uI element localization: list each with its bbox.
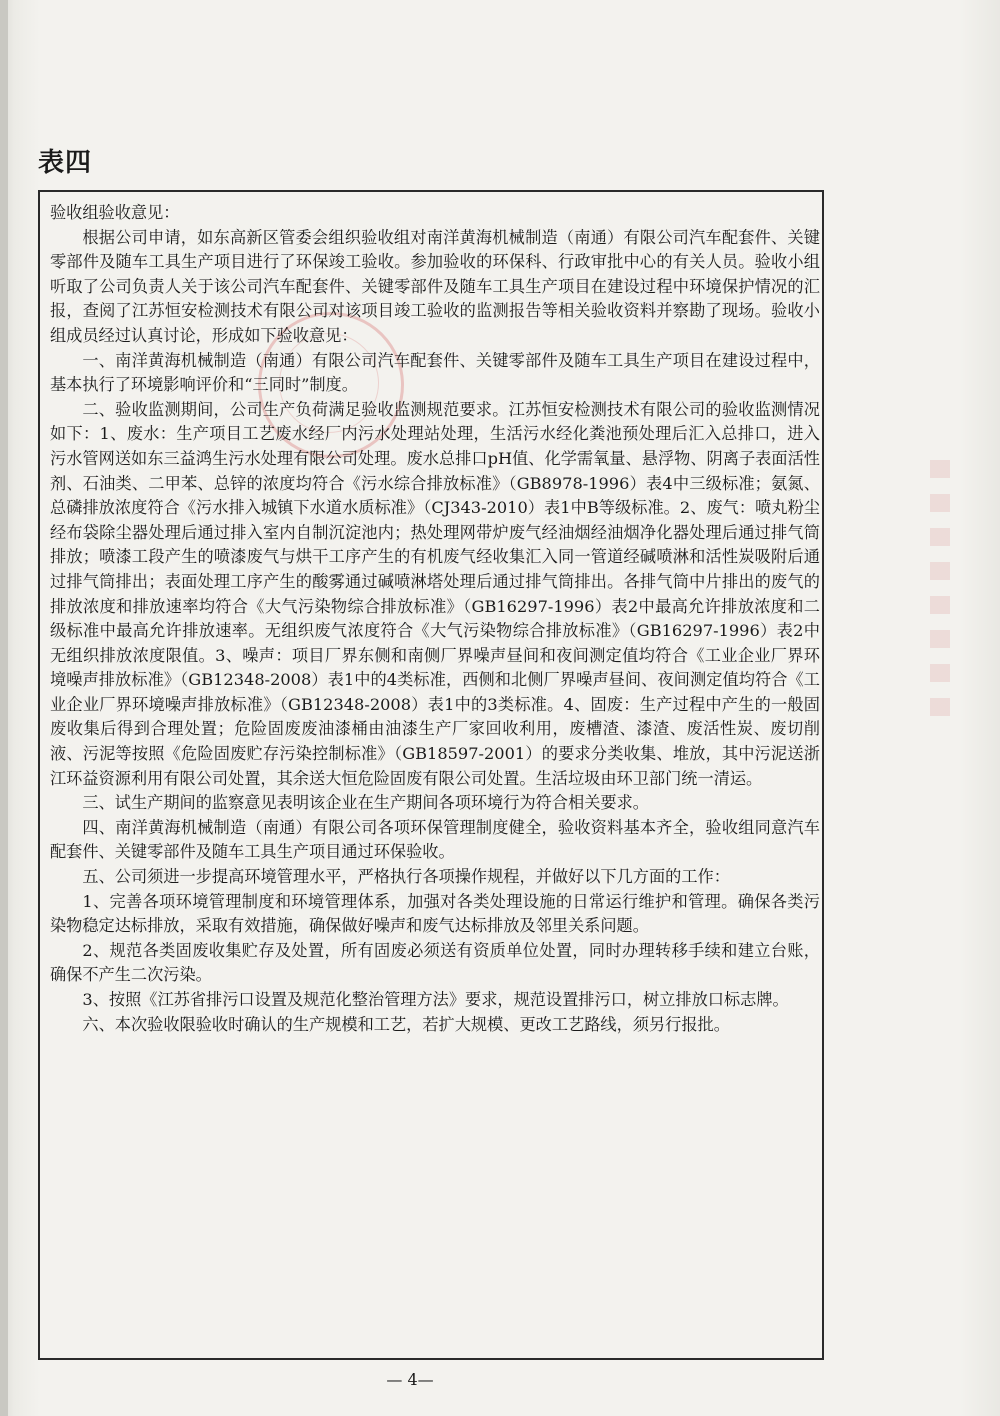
paragraph-item-4: 四、南洋黄海机械制造（南通）有限公司各项环保管理制度健全，验收资料基本齐全，验收组同意汽车配套件、关键零部件及随车工具生产项目通过环保验收。 — [50, 817, 820, 862]
paragraph-sub-3: 3、按照《江苏省排污口设置及规范化整治管理方法》要求，规范设置排污口，树立排放口标志牌。 — [82, 990, 789, 1009]
binding-edge — [0, 0, 8, 1416]
paragraph-item-6: 六、本次验收限验收时确认的生产规模和工艺，若扩大规模、更改工艺路线，须另行报批。 — [82, 1014, 730, 1034]
paragraph-item-5: 五、公司须进一步提高环境管理水平，严格执行各项操作规程，并做好以下几方面的工作： — [82, 867, 730, 887]
paragraph-sub-1: 1、完善各项环境管理制度和环境管理体系，加强对各类处理设施的日常运行维护和管理。确保各类污染物稳定达标排放，采取有效措施，确保做好噪声和废气达标排放及邻里关系问题。 — [50, 891, 820, 936]
margin-stamp-trace — [930, 460, 950, 720]
opinion-content — [50, 201, 820, 1037]
paragraph-sub-2: 2、规范各类固废收集贮存及处置，所有固废必须送有资质单位处置，同时办理转移手续和建立台账，确保不产生二次污染。 — [50, 940, 820, 985]
paragraph-intro: 根据公司申请，如东高新区管委会组织验收组对南洋黄海机械制造（南通）有限公司汽车配套件、关键零部件及随车工具生产项目进行了环保竣工验收。参加验收的环保科、行政审批中心的有关人员。验收小组听取了公司负责人关于该公司汽车配套件、关键零部件及随车工具生产项目在建设过程中环境保护情况的汇报，查阅了江苏恒安检测技术有限公司对该项目竣工验收的监测报告等相关验收资料并察勘了现场。验收小组成员经过认真讨论，形成如下验收意见： — [50, 227, 820, 345]
page-number: — 4— — [386, 1370, 434, 1389]
paragraph-item-3: 三、试生产期间的监察意见表明该企业在生产期间各项环境行为符合相关要求。 — [82, 793, 649, 813]
opinion-heading: 验收组验收意见： — [50, 203, 180, 222]
paragraph-item-2: 二、验收监测期间，公司生产负荷满足验收监测规范要求。江苏恒安检测技术有限公司的验收监测情况如下：1、废水：生产项目工艺废水经厂内污水处理站处理，生活污水经化粪池预处理后汇入总排口，进入污水管网送如东三益鸿生污水处理有限公司处理。废水总排口pH值、化学需氧量、悬浮物、阴离子表面活性剂、石油类、二甲苯、总锌的浓度均符合《污水综合排放标准》（GB8978-1996）表4中三级标准；氨氮、总磷排放浓度符合《污水排入城镇下水道水质标准》（CJ343-2010）表1中B等级标准。2、废气：喷丸粉尘经布袋除尘器处理后通过排入室内自制沉淀池内；热处理网带炉废气经油烟经油烟净化器处理后通过排气筒排放；喷漆工段产生的喷漆废气与烘干工序产生的有机废气经收集汇入同一管道经碱喷淋和活性炭吸附后通过排气筒排出；表面处理工序产生的酸雾通过碱喷淋塔处理后通过排气筒排出。各排气筒中片排出的废气的排放浓度和排放速率均符合《大气污染物综合排放标准》（GB16297-1996）表2中最高允许排放浓度和二级标准中最高允许排放速率。无组织废气浓度符合《大气污染物综合排放标准》（GB16297-1996）表2中无组织排放浓度限值。3、噪声：项目厂界东侧和南侧厂界噪声昼间和夜间测定值均符合《工业企业厂界环境噪声排放标准》（GB12348-2008）表1中的4类标准，西侧和北侧厂界噪声昼间、夜间测定值均符合《工业企业厂界环境噪声排放标准》（GB12348-2008）表1中的3类标准。4、固废：生产过程中产生的一般固废收集后得到合理处置；危险固废废油漆桶由油漆生产厂家回收利用，废槽渣、漆渣、废活性炭、废切削液、污泥等按照《危险固废贮存污染控制标准》（GB18597-2001）的要求分类收集、堆放，其中污泥送浙江环益资源利用有限公司处置，其余送大恒危险固废有限公司处置。生活垃圾由环卫部门统一清运。 — [50, 399, 820, 788]
table-title: 表四 — [38, 148, 93, 178]
paragraph-item-1: 一、南洋黄海机械制造（南通）有限公司汽车配套件、关键零部件及随车工具生产项目在建设过程中，基本执行了环境影响评价和“三同时”制度。 — [50, 350, 820, 395]
